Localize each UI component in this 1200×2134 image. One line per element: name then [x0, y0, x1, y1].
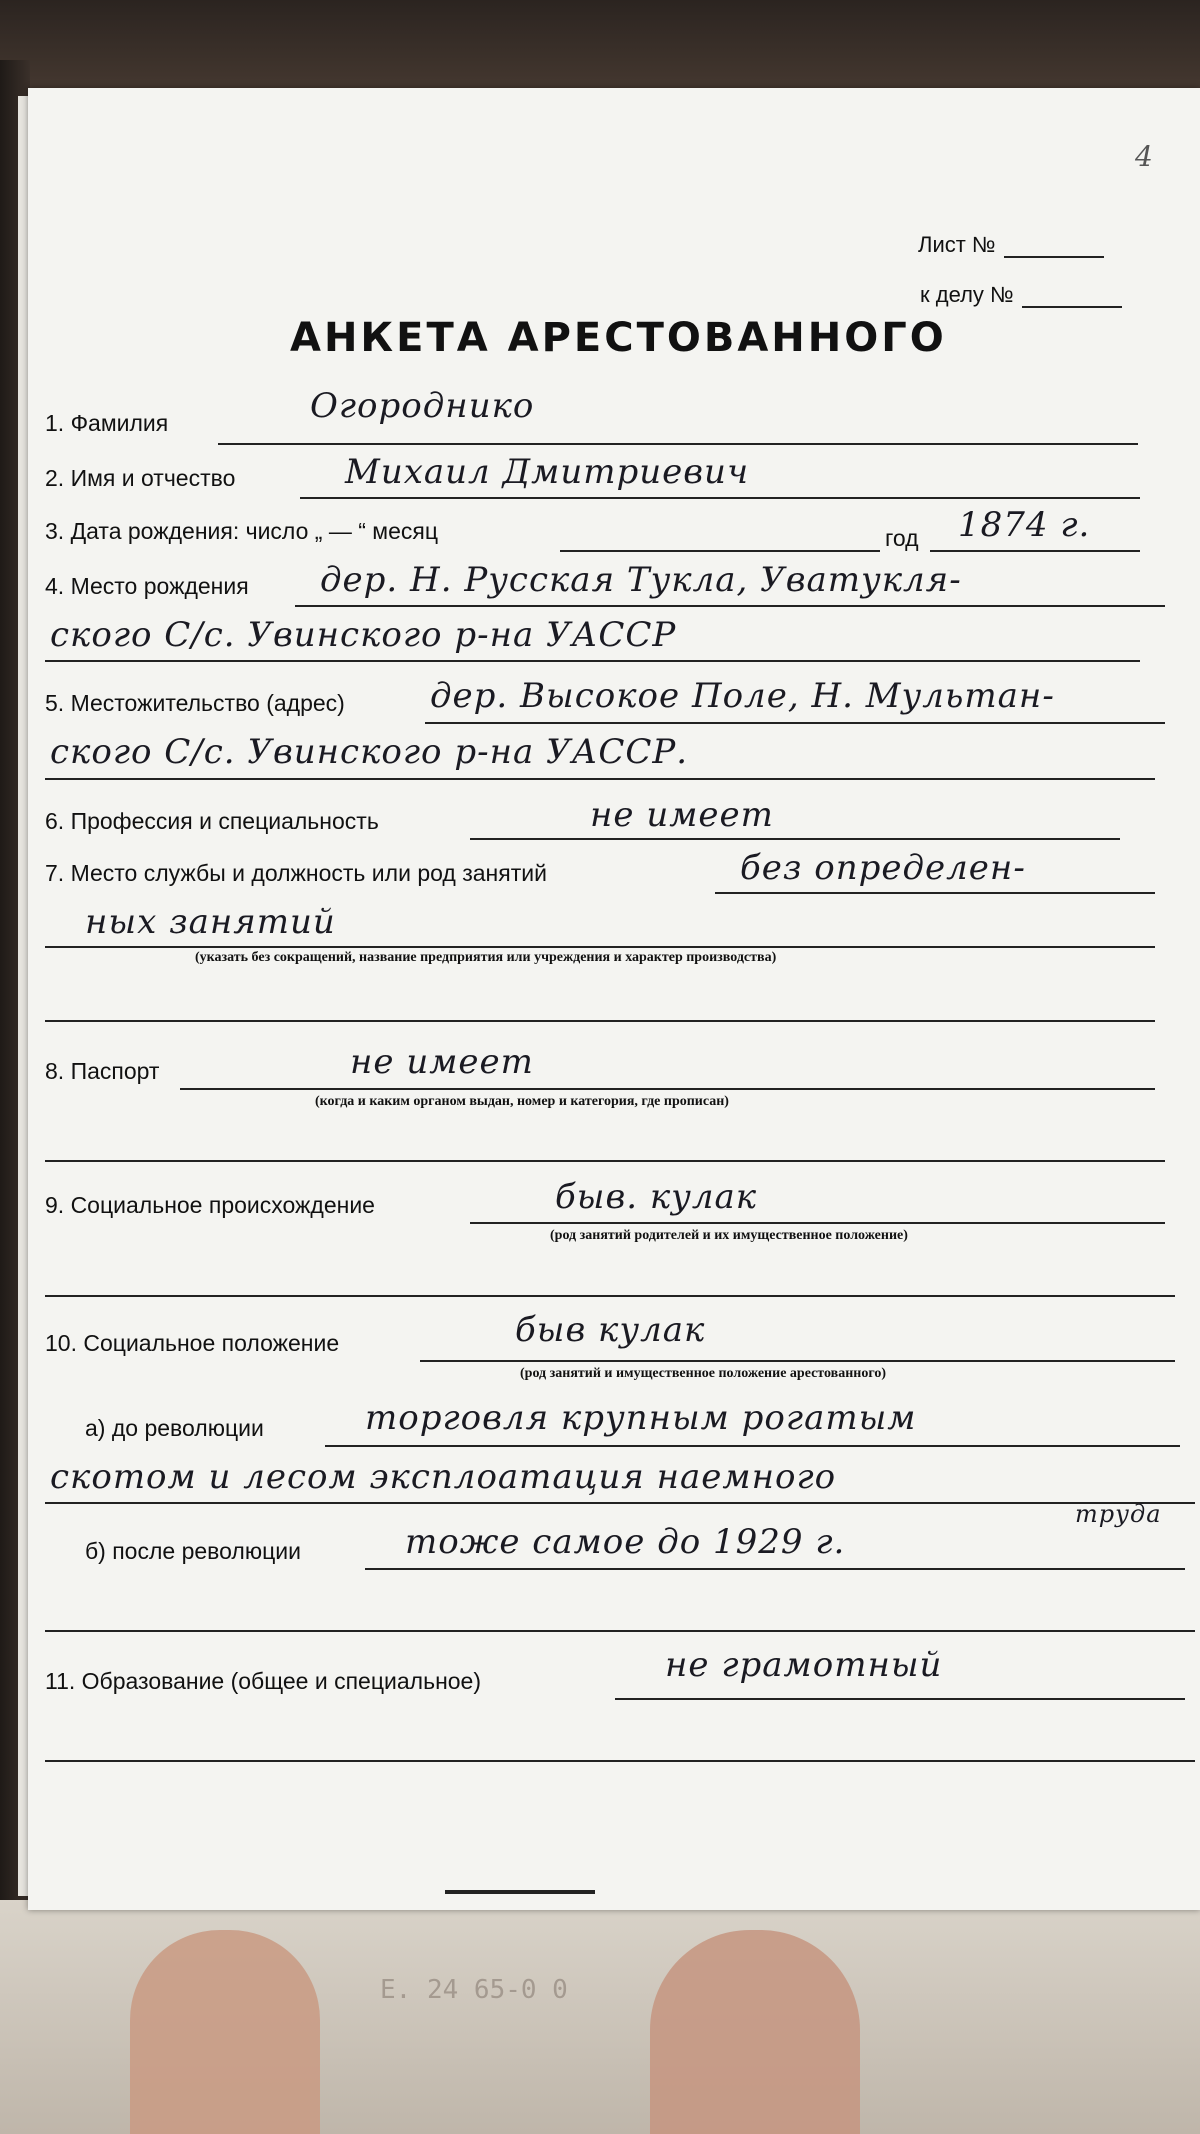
birth-place-line-2 [45, 660, 1140, 662]
sheet-number-field [918, 232, 1104, 258]
case-number-label: к делу № [920, 282, 1014, 307]
left-foot [130, 1930, 320, 2134]
residence-line-2 [45, 778, 1155, 780]
name-line [300, 497, 1140, 499]
surname-value: Огороднико [310, 386, 535, 426]
profession-label: 6. Профессия и специальность [45, 808, 379, 834]
education-line-2 [45, 1760, 1195, 1762]
case-number-field [920, 282, 1122, 308]
social-status-label: 10. Социальное положение [45, 1330, 340, 1356]
social-origin-line-2 [45, 1295, 1175, 1297]
before-revolution-value-2: скотом и лесом эксплоатация наемного [50, 1457, 837, 1497]
sheet-number-label: Лист № [918, 232, 996, 257]
profession-line [470, 838, 1120, 840]
education-label: 11. Образование (общее и специальное) [45, 1668, 482, 1694]
social-origin-value: быв. кулак [555, 1177, 758, 1217]
birth-place-value-2: ского С/с. Увинского р-на УАССР [50, 615, 677, 655]
birth-date-label: 3. Дата рождения: число „ — “ месяц [45, 518, 439, 544]
passport-caption: (когда и каким органом выдан, номер и категория, где прописан) [315, 1094, 729, 1109]
occupation-label: 7. Место службы и должность или род занятий [45, 860, 547, 886]
after-revolution-line-2 [45, 1630, 1195, 1632]
bleed-through-stamp: Е. 24 65-0 0 [380, 1975, 568, 2005]
profession-value: не имеет [590, 795, 774, 835]
bottom-rule [445, 1890, 595, 1894]
passport-line [180, 1088, 1155, 1090]
social-status-line [420, 1360, 1175, 1362]
social-status-value: быв кулак [515, 1310, 706, 1350]
occupation-line-3 [45, 1020, 1155, 1022]
surname-label: 1. Фамилия [45, 410, 169, 436]
social-status-caption: (род занятий и имущественное положение арестованного) [520, 1366, 886, 1381]
occupation-value-2: ных занятий [85, 902, 336, 942]
case-number-blank [1022, 286, 1122, 308]
occupation-line-1 [715, 892, 1155, 894]
passport-value: не имеет [350, 1042, 534, 1082]
right-foot [650, 1930, 860, 2134]
birth-year-line [930, 550, 1140, 552]
social-origin-caption: (род занятий родителей и их имущественное положение) [550, 1228, 908, 1243]
before-revolution-label: а) до революции [85, 1415, 264, 1441]
before-revolution-line-1 [325, 1445, 1180, 1447]
residence-line-1 [425, 722, 1165, 724]
after-revolution-line [365, 1568, 1185, 1570]
birth-place-value-1: дер. Н. Русская Тукла, Уватукля- [320, 560, 962, 600]
residence-value-2: ского С/с. Увинского р-на УАССР. [50, 732, 689, 772]
occupation-line-2 [45, 946, 1155, 948]
page-corner-number: 4 [1135, 140, 1153, 173]
education-value: не грамотный [665, 1645, 943, 1685]
passport-line-2 [45, 1160, 1165, 1162]
residence-value-1: дер. Высокое Поле, Н. Мультан- [430, 676, 1055, 716]
birth-place-label: 4. Место рождения [45, 573, 249, 599]
before-revolution-value-1: торговля крупным рогатым [365, 1398, 917, 1438]
sheet-number-blank [1004, 236, 1104, 258]
education-line [615, 1698, 1185, 1700]
name-value: Михаил Дмитриевич [345, 452, 750, 492]
birth-year-value: 1874 г. [958, 505, 1091, 545]
before-revolution-line-2 [45, 1502, 1195, 1504]
surname-line [218, 443, 1138, 445]
occupation-caption: (указать без сокращений, название предприятия или учреждения и характер производства) [195, 950, 777, 965]
occupation-value-1: без определен- [740, 848, 1026, 888]
page-title: АНКЕТА АРЕСТОВАННОГО [290, 315, 947, 361]
name-label: 2. Имя и отчество [45, 465, 236, 491]
birth-place-line-1 [295, 605, 1165, 607]
questionnaire-sheet [28, 88, 1200, 1910]
birth-year-label: год [885, 525, 919, 551]
after-revolution-value: тоже самое до 1929 г. [405, 1522, 846, 1562]
passport-label: 8. Паспорт [45, 1058, 160, 1084]
after-revolution-label: б) после революции [85, 1538, 301, 1564]
residence-label: 5. Местожительство (адрес) [45, 690, 345, 716]
social-origin-label: 9. Социальное происхождение [45, 1192, 375, 1218]
birth-month-line [560, 550, 880, 552]
social-origin-line [470, 1222, 1165, 1224]
before-revolution-value-extra: труда [1075, 1500, 1162, 1528]
